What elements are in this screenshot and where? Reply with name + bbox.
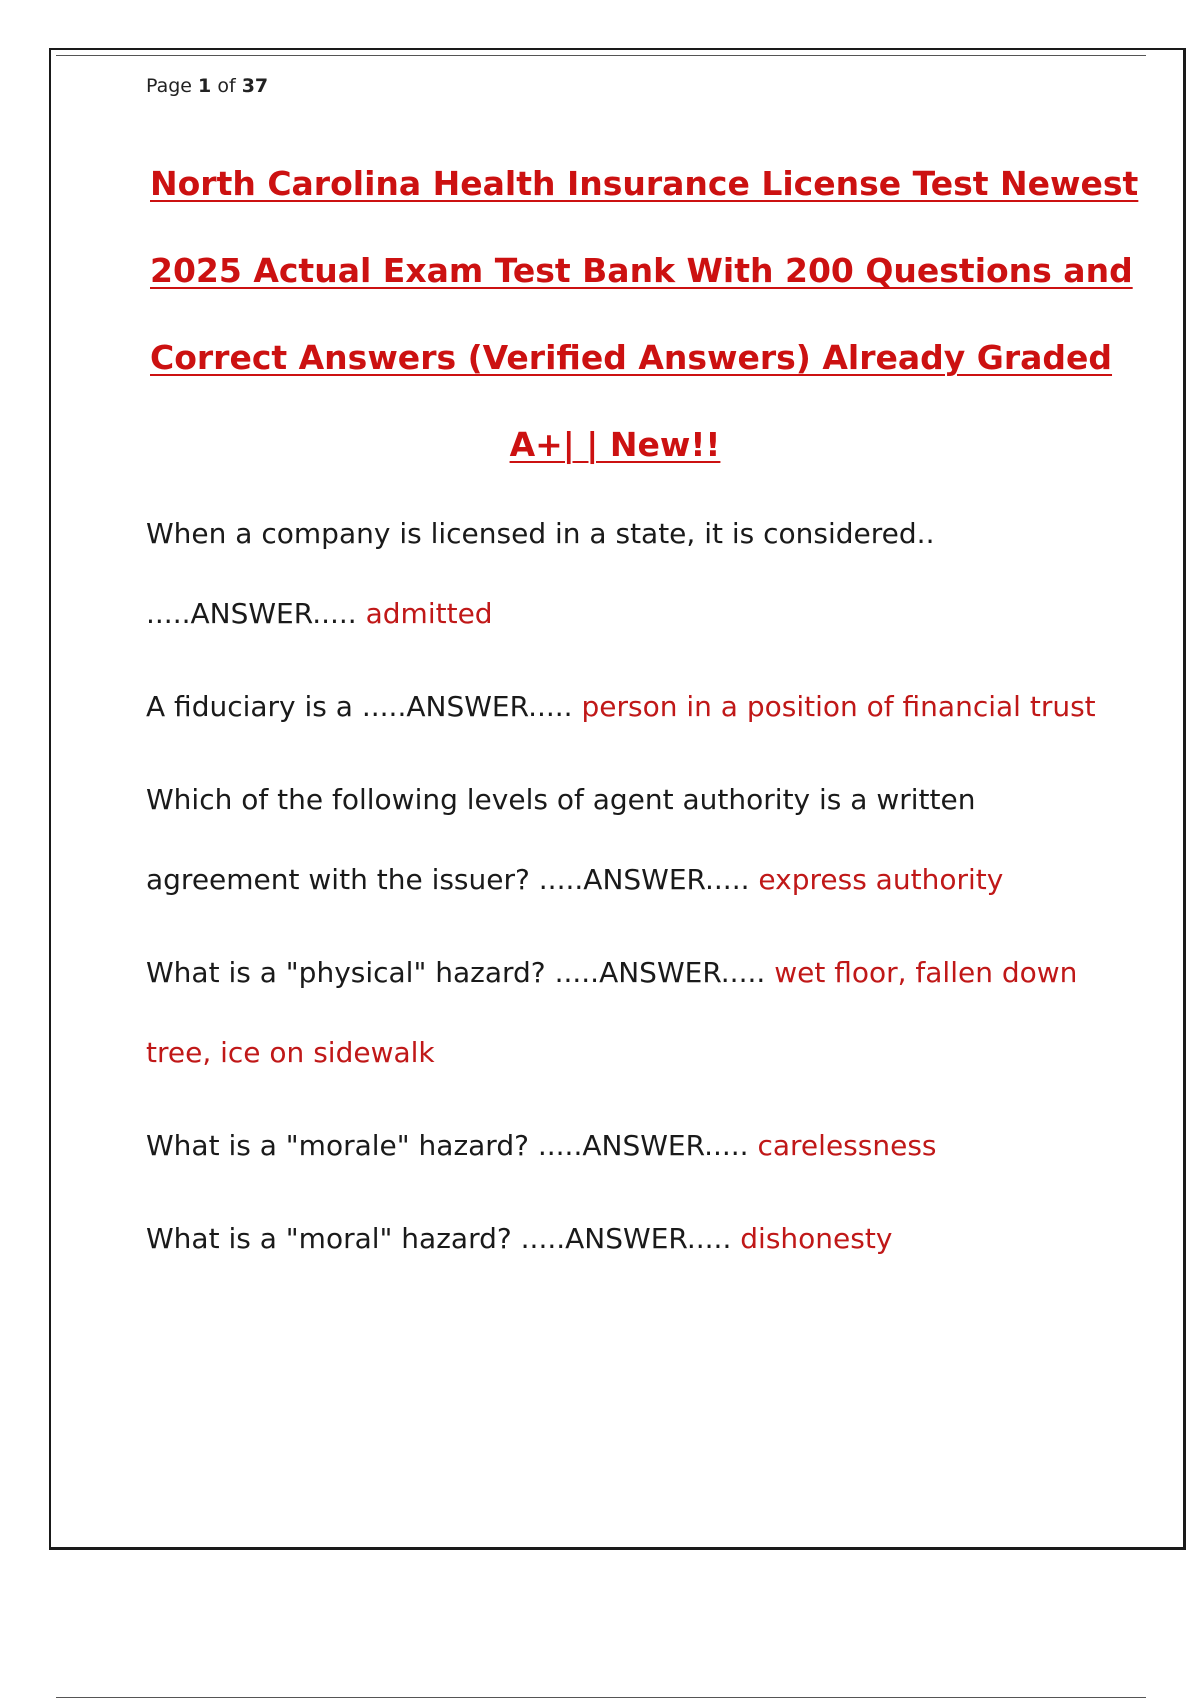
question-text: When a company is licensed in a state, it is considered.. [146,517,935,550]
page-total: 37 [241,75,269,97]
answer-marker: .....ANSWER..... [537,1129,749,1162]
title-line-1: North Carolina Health Insurance License Test Newest [150,164,1139,203]
document-title [150,140,1139,488]
answer-text: carelessness [757,1129,937,1162]
answer-marker: .....ANSWER..... [554,956,766,989]
answer-marker: .....ANSWER..... [538,863,750,896]
title-line-4: A+| | New!! [509,425,721,464]
answer-text: admitted [365,597,493,630]
bottom-rule [56,1697,1146,1698]
answer-text: person in a position of financial trust [581,690,1096,723]
qa-item [146,1199,1096,1279]
answer-marker: .....ANSWER..... [361,690,573,723]
question-text: A fiduciary is a [146,690,353,723]
question-text: Which of the following levels of agent authority is a written agreement with the issuer? [146,783,976,896]
qa-item [146,494,1096,654]
question-text: What is a "moral" hazard? [146,1222,512,1255]
answer-marker: .....ANSWER..... [146,597,357,630]
page-of: of [217,75,236,97]
qa-item [146,1106,1096,1186]
qa-item [146,933,1096,1093]
page-label: Page [146,75,192,97]
qa-item [146,667,1096,747]
answer-text: wet floor, fallen down tree, ice on sidewalk [146,956,1078,1069]
page-current: 1 [198,75,212,97]
page-number [146,75,268,97]
top-rule [56,55,1146,56]
title-line-2: 2025 Actual Exam Test Bank With 200 Questions and [150,251,1133,290]
qa-item [146,760,1096,920]
answer-marker: .....ANSWER..... [520,1222,732,1255]
answer-text: express authority [758,863,1004,896]
question-text: What is a "morale" hazard? [146,1129,529,1162]
question-text: What is a "physical" hazard? [146,956,546,989]
qa-list [146,494,1096,1292]
title-line-3: Correct Answers (Verified Answers) Already Graded [150,338,1113,377]
answer-text: dishonesty [740,1222,893,1255]
